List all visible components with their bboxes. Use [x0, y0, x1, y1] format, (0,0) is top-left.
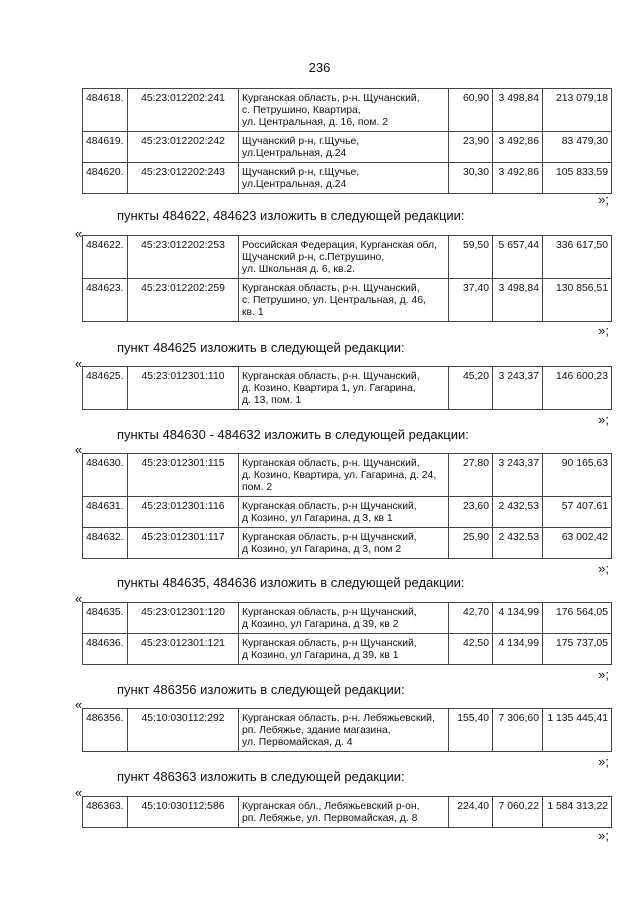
table-row — [83, 709, 612, 752]
address-line: Щучанский р-н, с.Петрушино, — [242, 252, 385, 263]
item-number-cell: 484630. — [83, 454, 128, 497]
opening-quote: « — [75, 785, 83, 800]
cadastral-number-cell: 45:23:012301:117 — [128, 528, 239, 559]
cadastral-number-cell: 45:23:012202:242 — [128, 132, 239, 163]
property-table — [82, 708, 612, 752]
cadastral-number-cell: 45:23:012202:259 — [128, 279, 239, 322]
address-cell — [239, 528, 449, 559]
item-number-cell: 484632. — [83, 528, 128, 559]
address-line: д Козино, ул Гагарина, д 3, пом 2 — [242, 544, 402, 555]
address-cell — [239, 797, 449, 828]
item-number-cell: 484619. — [83, 132, 128, 163]
closing-quote: »; — [598, 667, 609, 682]
item-number-cell: 484631. — [83, 497, 128, 528]
cadastral-number-cell: 45:10:030112:292 — [128, 709, 239, 752]
address-line: Курганская область, р-н. Щучанский, — [242, 458, 420, 469]
address-line: рп. Лебяжье, здание магазина, — [242, 725, 391, 736]
address-cell — [239, 163, 449, 194]
cadastral-number-cell: 45:23:012202:243 — [128, 163, 239, 194]
cadastral-cost-cell: 146 600,23 — [543, 367, 612, 410]
table-row — [83, 797, 612, 828]
address-cell — [239, 236, 449, 279]
address-line: д. 13, пом. 1 — [242, 395, 302, 406]
address-line: рп. Лебяжье, ул. Первомайская, д. 8 — [242, 813, 418, 824]
address-cell — [239, 709, 449, 752]
item-number-cell: 484620. — [83, 163, 128, 194]
item-number-cell: 486363. — [83, 797, 128, 828]
property-table — [82, 602, 612, 665]
address-line: Щучанский р-н, г.Щучье, — [242, 167, 360, 178]
cadastral-cost-cell: 57 407,61 — [543, 497, 612, 528]
table-row — [83, 634, 612, 665]
cadastral-cost-cell: 1 584 313,22 — [543, 797, 612, 828]
area-cell: 23,60 — [449, 497, 493, 528]
table-row — [83, 279, 612, 322]
address-line: пом. 2 — [242, 482, 273, 493]
address-line: Российская Федерация, Курганская обл, — [242, 240, 437, 251]
unit-price-cell: 3 492,86 — [493, 163, 543, 194]
amendment-instruction: пункт 486356 изложить в следующей редакции: — [117, 682, 405, 697]
cadastral-cost-cell: 336 617,50 — [543, 236, 612, 279]
cadastral-cost-cell: 213 079,18 — [543, 89, 612, 132]
opening-quote: « — [75, 356, 83, 371]
address-line: с. Петрушино, ул. Центральная, д. 46, — [242, 295, 426, 306]
address-line: д Козино, ул Гагарина, д 39, кв 1 — [242, 650, 399, 661]
address-cell — [239, 367, 449, 410]
unit-price-cell: 3 243,37 — [493, 454, 543, 497]
address-line: с. Петрушино, Квартира, — [242, 105, 361, 116]
amendment-instruction: пункт 484625 изложить в следующей редакции: — [117, 340, 405, 355]
cadastral-cost-cell: 83 479,30 — [543, 132, 612, 163]
page-number: 236 — [308, 60, 331, 75]
closing-quote: »; — [598, 828, 609, 843]
unit-price-cell: 5 657,44 — [493, 236, 543, 279]
closing-quote: »; — [598, 561, 609, 576]
item-number-cell: 484635. — [83, 603, 128, 634]
item-number-cell: 484623. — [83, 279, 128, 322]
address-line: д. Козино, Квартира, ул. Гагарина, д. 24, — [242, 470, 437, 481]
address-cell — [239, 279, 449, 322]
table-row — [83, 89, 612, 132]
cadastral-cost-cell: 105 833,59 — [543, 163, 612, 194]
item-number-cell: 484636. — [83, 634, 128, 665]
table-row — [83, 132, 612, 163]
address-cell — [239, 497, 449, 528]
unit-price-cell: 3 498,84 — [493, 279, 543, 322]
cadastral-number-cell: 45:23:012202:241 — [128, 89, 239, 132]
property-table — [82, 453, 612, 559]
property-table — [82, 796, 612, 828]
amendment-instruction: пункт 486363 изложить в следующей редакции: — [117, 769, 405, 784]
address-line: д Козино, ул Гагарина, д 39, кв 2 — [242, 619, 399, 630]
address-line: д Козино, ул Гагарина, д 3, кв 1 — [242, 513, 393, 524]
address-cell — [239, 89, 449, 132]
unit-price-cell: 2 432,53 — [493, 528, 543, 559]
opening-quote: « — [75, 697, 83, 712]
address-line: ул. Школьная д. 6, кв.2. — [242, 264, 356, 275]
cadastral-cost-cell: 90 165,63 — [543, 454, 612, 497]
unit-price-cell: 3 498,84 — [493, 89, 543, 132]
item-number-cell: 484625. — [83, 367, 128, 410]
unit-price-cell: 7 306,60 — [493, 709, 543, 752]
closing-quote: »; — [598, 412, 609, 427]
cadastral-number-cell: 45:23:012301:121 — [128, 634, 239, 665]
cadastral-number-cell: 45:23:012301:120 — [128, 603, 239, 634]
cadastral-cost-cell: 175 737,05 — [543, 634, 612, 665]
area-cell: 155,40 — [449, 709, 493, 752]
area-cell: 42,70 — [449, 603, 493, 634]
area-cell: 45,20 — [449, 367, 493, 410]
unit-price-cell: 3 243,37 — [493, 367, 543, 410]
address-line: Курганская область, р-н Щучанский, — [242, 532, 417, 543]
cadastral-cost-cell: 130 856,51 — [543, 279, 612, 322]
cadastral-number-cell: 45:23:012202:253 — [128, 236, 239, 279]
unit-price-cell: 2 432,53 — [493, 497, 543, 528]
area-cell: 23,90 — [449, 132, 493, 163]
address-cell — [239, 603, 449, 634]
item-number-cell: 486356. — [83, 709, 128, 752]
address-line: Курганская область, р-н Щучанский, — [242, 638, 417, 649]
address-line: ул.Центральная, д.24 — [242, 179, 347, 190]
item-number-cell: 484618. — [83, 89, 128, 132]
address-line: ул. Центральная, д. 16, пом. 2 — [242, 117, 388, 128]
address-cell — [239, 454, 449, 497]
area-cell: 224,40 — [449, 797, 493, 828]
property-table — [82, 366, 612, 410]
address-line: Курганская область, р-н. Щучанский, — [242, 93, 420, 104]
area-cell: 25,90 — [449, 528, 493, 559]
opening-quote: « — [75, 442, 83, 457]
address-line: Курганская область, р-н Щучанский, — [242, 501, 417, 512]
cadastral-cost-cell: 1 135 445,41 — [543, 709, 612, 752]
unit-price-cell: 4 134,99 — [493, 603, 543, 634]
amendment-instruction: пункты 484630 - 484632 изложить в следующей редакции: — [117, 427, 469, 442]
address-cell — [239, 634, 449, 665]
table-row — [83, 367, 612, 410]
closing-quote: »; — [598, 192, 609, 207]
address-cell — [239, 132, 449, 163]
property-table — [82, 235, 612, 322]
address-line: Курганская область, р-н. Лебяжьевский, — [242, 713, 435, 724]
cadastral-cost-cell: 63 002,42 — [543, 528, 612, 559]
amendment-instruction: пункты 484635, 484636 изложить в следующей редакции: — [117, 575, 465, 590]
property-table — [82, 88, 612, 194]
area-cell: 42,50 — [449, 634, 493, 665]
address-line: ул.Центральная, д.24 — [242, 148, 347, 159]
address-line: Курганская область, р-н Щучанский, — [242, 607, 417, 618]
table-row — [83, 454, 612, 497]
table-row — [83, 497, 612, 528]
area-cell: 27,80 — [449, 454, 493, 497]
unit-price-cell: 7 060,22 — [493, 797, 543, 828]
address-line: Курганская область, р-н. Щучанский, — [242, 283, 420, 294]
table-row — [83, 236, 612, 279]
cadastral-number-cell: 45:10:030112:586 — [128, 797, 239, 828]
address-line: д. Козино, Квартира 1, ул. Гагарина, — [242, 383, 416, 394]
area-cell: 60,90 — [449, 89, 493, 132]
closing-quote: »; — [598, 754, 609, 769]
unit-price-cell: 4 134,99 — [493, 634, 543, 665]
address-line: Щучанский р-н, г.Щучье, — [242, 136, 360, 147]
area-cell: 37,40 — [449, 279, 493, 322]
opening-quote: « — [75, 591, 83, 606]
unit-price-cell: 3 492,86 — [493, 132, 543, 163]
address-line: Курганская обл., Лебяжьевский р-он, — [242, 801, 420, 812]
item-number-cell: 484622. — [83, 236, 128, 279]
closing-quote: »; — [598, 323, 609, 338]
table-row — [83, 528, 612, 559]
amendment-instruction: пункты 484622, 484623 изложить в следующей редакции: — [117, 208, 465, 223]
area-cell: 59,50 — [449, 236, 493, 279]
area-cell: 30,30 — [449, 163, 493, 194]
cadastral-number-cell: 45:23:012301:110 — [128, 367, 239, 410]
address-line: ул. Первомайская, д. 4 — [242, 737, 353, 748]
cadastral-number-cell: 45:23:012301:116 — [128, 497, 239, 528]
address-line: кв. 1 — [242, 307, 264, 318]
table-row — [83, 163, 612, 194]
cadastral-number-cell: 45:23:012301:115 — [128, 454, 239, 497]
cadastral-cost-cell: 176 564,05 — [543, 603, 612, 634]
address-line: Курганская область, р-н. Щучанский, — [242, 371, 420, 382]
opening-quote: « — [75, 226, 83, 241]
table-row — [83, 603, 612, 634]
